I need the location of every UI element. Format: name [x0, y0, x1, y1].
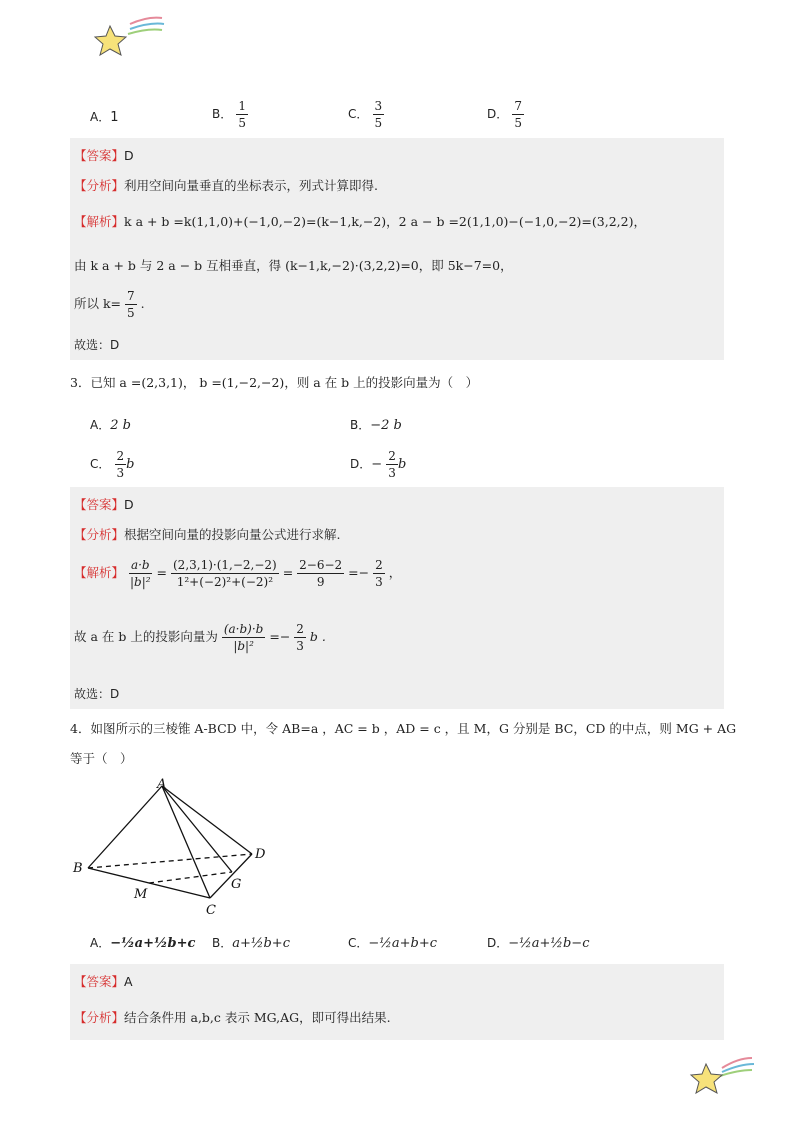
q4-solution-box	[70, 964, 724, 1040]
q3-answer: 【答案】D	[74, 497, 134, 512]
q2-option-b: B． $\frac{1}{5}$	[212, 99, 247, 130]
shooting-star-icon	[90, 14, 170, 60]
q4-option-d: D．−½a+½b−c	[487, 936, 590, 951]
q3-solution-line1: 【解析】 $\frac{a\cdot b}{\text{|b|²}}$ = $\frac{(2,3,1)\cdot(1,-2,-2)}{\text{1²+(−2)²+(−2)²}}$ = $\frac{2-6-2}{9}$ =− $\frac{2}{3}$ ，	[74, 558, 402, 589]
tetrahedron-figure	[70, 776, 280, 921]
q2-solution-box	[70, 138, 724, 360]
q2-answer: 【答案】D	[74, 148, 134, 163]
q4-option-c: C．−½a+b+c	[348, 936, 438, 951]
q2-option-a: A．1	[90, 110, 119, 125]
q2-option-d: D． $\frac{7}{5}$	[487, 99, 523, 130]
label-C: C	[206, 903, 216, 918]
q2-solution-line1: 【解析】k a + b =k(1,1,0)+(−1,0,−2)=(k−1,k,−2)，2 a − b =2(1,1,0)−(−1,0,−2)=(3,2,2)，	[74, 214, 646, 229]
q4-option-b: B．a+½b+c	[212, 936, 290, 951]
label-A: A	[157, 777, 167, 792]
q3-option-d: D．− $\frac{2}{3}$ b	[350, 449, 407, 480]
q3-solution-line2: 故 a 在 b 上的投影向量为 $\frac{(a\cdot b)\cdot b}{\text{|b|²}}$ =− $\frac{2}{3}$ b .	[74, 622, 326, 653]
q4-analysis: 【分析】结合条件用 a,b,c 表示 MG,AG，即可得出结果.	[74, 1010, 391, 1025]
q4-stem-line2: 等于（ ）	[70, 751, 133, 766]
label-B: B	[73, 861, 83, 876]
q3-option-b: B．−2 b	[350, 418, 402, 433]
q4-stem-line1: 4．如图所示的三棱锥 A-BCD 中，令 AB=a ，AC = b ，AD = c ，且 M，G 分别是 BC，CD 的中点，则 MG + AG	[70, 721, 737, 736]
q2-choose: 故选：D	[74, 338, 120, 352]
q3-option-a: A．2 b	[90, 418, 131, 433]
q2-solution-line2: 由 k a + b 与 2 a − b 互相垂直，得 (k−1,k,−2)·(3,2,2)=0，即 5k−7=0，	[74, 258, 513, 273]
q2-option-c: C． $\frac{3}{5}$	[348, 99, 383, 130]
q4-option-a: A．−½a+½b+c	[90, 936, 196, 951]
q3-solution-box	[70, 487, 724, 709]
q3-option-c: C． $\frac{2}{3}$ b	[90, 449, 135, 480]
q3-stem: 3．已知 a =(2,3,1)， b =(1,−2,−2)，则 a 在 b 上的投影向量为（ ）	[70, 375, 479, 390]
q2-solution-line3: 所以 k= $\frac{7}{5}$ .	[74, 289, 145, 320]
q4-answer: 【答案】A	[74, 974, 133, 989]
q2-analysis: 【分析】利用空间向量垂直的坐标表示，列式计算即得.	[74, 178, 378, 193]
label-D: D	[255, 847, 266, 862]
label-G: G	[231, 877, 242, 892]
q3-analysis: 【分析】根据空间向量的投影向量公式进行求解.	[74, 527, 341, 542]
q3-choose: 故选：D	[74, 687, 120, 701]
shooting-star-icon	[686, 1054, 766, 1100]
label-M: M	[134, 887, 148, 902]
